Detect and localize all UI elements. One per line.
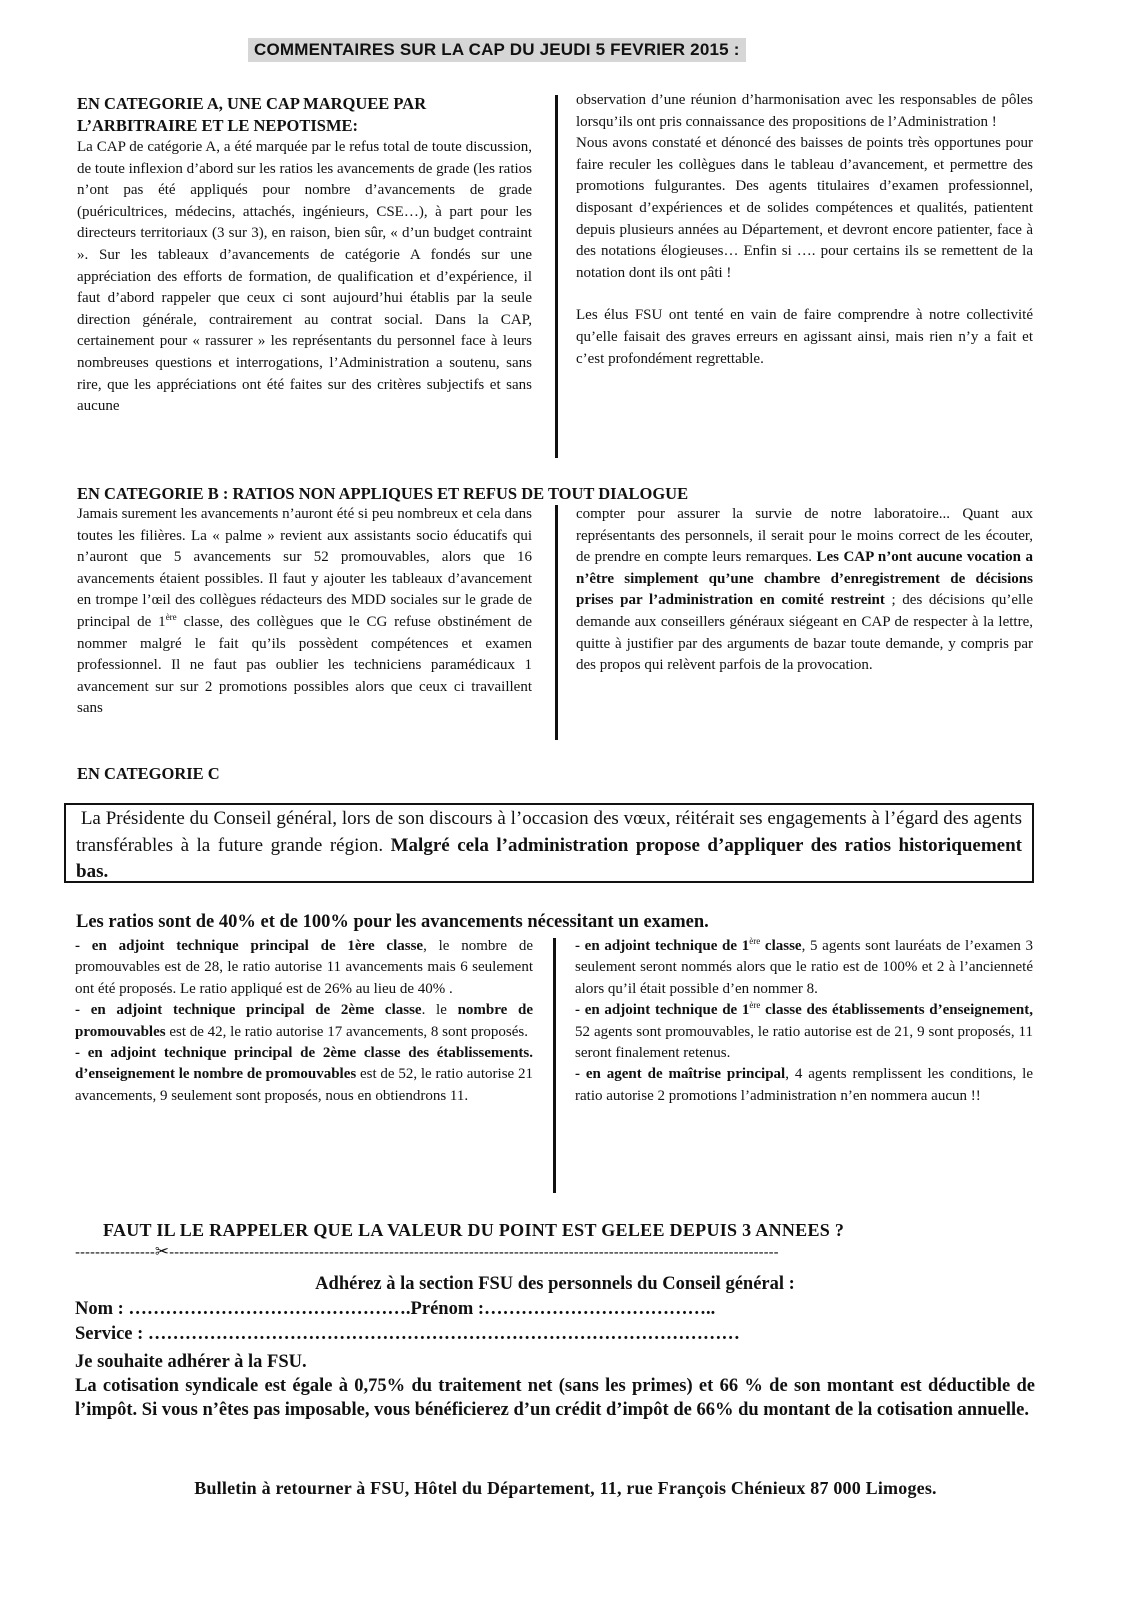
item-bold-b: classe	[760, 938, 802, 954]
item-sup: ère	[749, 936, 761, 946]
cat-c-box-bold: Malgré cela l’administration propose d’appliquer des ratios historiquement bas.	[76, 834, 1022, 882]
cat-b-left-sup: ère	[165, 611, 177, 622]
item-bold-2: nombre de promouvables	[75, 1002, 533, 1040]
cut-line	[75, 1242, 1030, 1262]
item-text: , 4 agents remplissent les conditions, le ratio autorise 2 promotions l’administration n’en nommera aucun !!	[575, 1066, 1033, 1104]
item-bold: - en agent de maîtrise principal	[575, 1066, 786, 1083]
item-text: 52 agents sont promouvables, le ratio autorise est de 21, 9 sont proposés, 11 seront finalement retenus.	[575, 1023, 1033, 1062]
item-bold: - en adjoint technique de 1	[575, 938, 750, 954]
item-bold: - en adjoint technique principal de 2ème classe des établissements. d’enseignement le nombre de promouvables	[75, 1045, 533, 1083]
membership-heading: Adhérez à la section FSU des personnels du Conseil général :	[315, 1274, 795, 1294]
cat-b-right-text	[576, 504, 1033, 677]
item-bold: - en adjoint technique principal de 1ère classe	[75, 938, 424, 954]
cat-b-right-text-a: compter pour assurer la survie de notre laboratoire... Quant aux représentants des personnels, il serait pour le moins correct de les écouter, de prendre en compte leurs remarques.	[576, 506, 1033, 566]
cat-c-right-item-2	[575, 1000, 1033, 1064]
name-field-line[interactable]: Nom : ……………………………………….Prénom :………………………………..	[75, 1299, 716, 1319]
item-bold-b: classe des établissements d’enseignement,	[760, 1002, 1034, 1019]
contribution-info: La cotisation syndicale est égale à 0,75% du traitement net (sans les primes) et 66 % de son montant est déductible de l’impôt. Si vous n’êtes pas imposable, vous bénéficierez d’un crédit d’impôt de 66% du montant de la cotisation annuelle.	[75, 1376, 1035, 1420]
item-sup: ère	[749, 1000, 761, 1011]
cat-a-right-p2: Nous avons constaté et dénoncé des baisses de points très opportunes pour faire reculer les collègues dans le tableau d’avancement, et permettre des promotions fulgurantes. Des agents titulaires d’examen professionnel, disposant d’expériences et de solides compétences et qualités, patientent depuis plusieurs années au Département, et devront encore patienter, face à des notations élogieuses… Enfin si …. pour certains ils se remettent de la notation dont ils ont pâti !	[576, 135, 1033, 281]
cat-a-left-text: La CAP de catégorie A, a été marquée par le refus total de toute discussion, de toute inflexion d’abord sur les ratios les avancements de grade (les ratios n’ont pas été appliqués pour nombre d’avancements de grade (puéricultrices, médecins, attachés, ingénieurs, CSE…), à part pour les directeurs territoriaux (3 sur 3), en raison, bien sûr, « d’un budget contraint ». Sur les tableaux d’avancements de catégorie A fondés sur une appréciation des efforts de formation, de qualification et d’expérience, il faut d’abord rappeler que ceux ci sont aujourd’hui établis par la seule direction générale, contrairement au contrat social. Dans la CAP, certainement pour « rassurer » les représentants du personnel face à leurs nombreuses questions et interrogations, l’Administration a soutenu, sans rire, que les appréciations ont été faites sur des critères subjectifs et sans aucune	[77, 139, 532, 415]
cut-line-left: ----------------	[75, 1244, 155, 1261]
cat-b-left-text-b: classe, des collègues que le CG refuse obstinément de nommer malgré le fait qu’ils possèdent compétences et examen professionnel. Il ne faut pas oublier les techniciens paramédicaux 1 avancement sur sur 2 promotions possibles alors que ceux ci travaillent sans	[77, 613, 532, 717]
cat-c-left-column	[75, 936, 533, 1107]
cat-c-heading: EN CATEGORIE C	[77, 764, 220, 783]
cat-c-right-item-3	[575, 1064, 1033, 1107]
cat-c-box-text: La Présidente du Conseil général, lors de son discours à l’occasion des vœux, réitérait ses engagements à l’égard des agents transférables à la future grande région.	[76, 808, 1022, 856]
cat-a-heading-1: EN CATEGORIE A, UNE CAP MARQUEE PAR	[77, 94, 427, 113]
cat-c-left-item-3	[75, 1043, 533, 1107]
item-text: , 5 agents sont lauréats de l’examen 3 seulement seront nommés alors que le ratio est de 100% et 2 à l’ancienneté alors qu’il était possible d’en nommer 8.	[575, 938, 1033, 997]
cat-a-right-p3: Les élus FSU ont tenté en vain de faire comprendre à notre collectivité qu’elle faisait des graves erreurs en agissant ainsi, mais rien n’y a fait et c’est profondément regrettable.	[576, 307, 1033, 367]
item-text-2: est de 42, le ratio autorise 17 avancements, 8 sont proposés.	[165, 1023, 528, 1040]
item-text: , le nombre de promouvables est de 28, le ratio autorise 11 avancements mais 6 seulement ont été proposés. Le ratio appliqué est de 26% au lieu de 40% .	[75, 938, 533, 997]
cat-b-right-column	[576, 504, 1033, 677]
cat-a-right-column	[576, 90, 1033, 370]
item-text: est de 52, le ratio autorise 21 avancements, 9 seulement sont proposés, nous en obtiendrons 11.	[75, 1066, 533, 1104]
cat-b-heading: EN CATEGORIE B : RATIOS NON APPLIQUES ET REFUS DE TOUT DIALOGUE	[77, 484, 689, 503]
cat-b-right-tail: ; des décisions qu’elle demande aux conseillers généraux siégeant en CAP de respecter à la lettre, quitte à justifier par des arguments de bazar toute demande, y compris par des propos qui relèvent parfois de la provocation.	[576, 592, 1033, 674]
title-suffix: :	[728, 40, 740, 59]
column-divider	[555, 505, 558, 740]
point-value-reminder: FAUT IL LE RAPPELER QUE LA VALEUR DU POINT EST GELEE DEPUIS 3 ANNEES ?	[103, 1220, 845, 1240]
cat-b-left-text	[77, 504, 532, 720]
ratios-heading: Les ratios sont de 40% et de 100% pour les avancements nécessitant un examen.	[76, 912, 709, 932]
cut-line-right: --------------------------------------------------------------------------------------------------------------------------	[169, 1244, 779, 1261]
cat-b-right-bold: Les CAP n’ont aucune vocation a n’être simplement qu’une chambre d’enregistrement de décisions prises par l’administration en comité restreint	[576, 549, 1033, 609]
return-address: Bulletin à retourner à FSU, Hôtel du Département, 11, rue François Chénieux 87 000 Limoges.	[194, 1478, 937, 1498]
cat-b-left-text-a: Jamais surement les avancements n’auront été si peu nombreux et cela dans toutes les filières. La « palme » revient aux assistants socio éducatifs qui n’auront que 5 avancements sur 52 promouvables, alors que 16 avancements étaient possibles. Il faut y ajouter les tableaux d’avancement en trompe l’œil des collègues rédacteurs des MDD sociales sur le grade de principal de 1	[77, 506, 532, 630]
scissors-icon: ✂	[154, 1242, 170, 1261]
cat-c-left-item-2	[75, 1000, 533, 1043]
page-title	[248, 38, 746, 62]
membership-statement: Je souhaite adhérer à la FSU.	[75, 1352, 307, 1372]
cat-c-right-item-1	[575, 936, 1033, 1000]
column-divider	[553, 938, 556, 1193]
item-bold: - en adjoint technique de 1	[575, 1002, 750, 1019]
column-divider	[555, 95, 558, 458]
cat-c-framed-statement	[64, 803, 1034, 883]
cat-b-left-column	[77, 504, 532, 720]
cat-a-left-column	[77, 137, 532, 418]
cat-c-right-column	[575, 936, 1033, 1107]
cat-a-right-p1: observation d’une réunion d’harmonisation avec les responsables de pôles lorsqu’ils ont pris connaissance des propositions de l’Administration !	[576, 92, 1033, 130]
item-text: . le	[421, 1002, 458, 1019]
title-text: COMMENTAIRES SUR LA CAP DU JEUDI 5 FEVRIER 2015	[254, 40, 729, 59]
cat-c-left-item-1	[75, 936, 533, 1000]
item-bold: - en adjoint technique principal de 2ème classe	[75, 1002, 422, 1019]
service-field-line[interactable]: Service : ……………………………………………………………………………………	[75, 1324, 740, 1344]
cat-a-heading-2: L’ARBITRAIRE ET LE NEPOTISME:	[77, 116, 359, 135]
